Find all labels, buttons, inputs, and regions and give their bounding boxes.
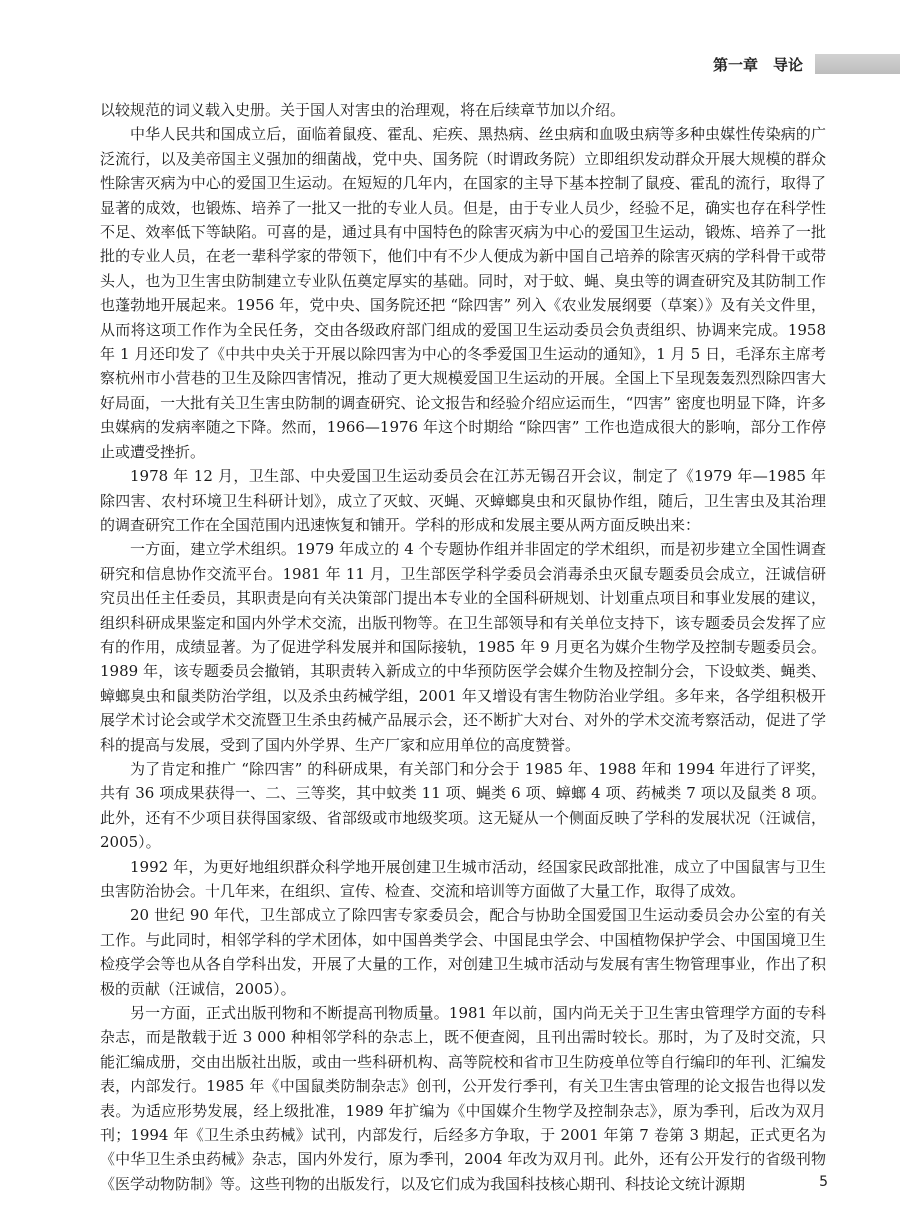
paragraph-academic-organizations: 一方面，建立学术组织。1979 年成立的 4 个专题协作组并非固定的学术组织，而是初步建立全国性调查研究和信息协作交流平台。1981 年 11 月，卫生部医学科学委员会消毒杀虫灭鼠专题委员会成立，汪诚信研究员出任主任委员，其职责是向有关决策部门提出本专业的全国科研规划、计划重点项目和事业发展的建议，组织科研成果鉴定和国内外学术交流，出版刊物等。在卫生部领导和有关单位支持下，该专题委员会发挥了应有的作用，成绩显著。为了促进学科发展并和国际接轨，1985 年 9 月更名为媒介生物学及控制专题委员会。1989 年，该专题委员会撤销，其职责转入新成立的中华预防医学会媒介生物及控制分会，下设蚊类、蝇类、蟑螂臭虫和鼠类防治学组，以及杀虫药械学组，2001 年又增设有害生物防治业学组。多年来，各学组积极开展学术讨论会或学术交流暨卫生杀虫药械产品展示会，还不断扩大对台、对外的学术交流考察活动，促进了学科的提高与发展，受到了国内外学界、生产厂家和应用单位的高度赞誉。 — [100, 540, 826, 754]
paragraph-publications: 另一方面，正式出版刊物和不断提高刊物质量。1981 年以前，国内尚无关于卫生害虫管理学方面的专科杂志，而是散载于近 3 000 种相邻学科的杂志上，既不便查阅，且刊出需时较长。那时，为了及时交流，只能汇编成册，交由出版社出版，或由一些科研机构、高等院校和省市卫生防疫单位等自行编印的年刊、汇编发表，内部发行。1985 年《中国鼠类防制杂志》创刊，公开发行季刊，有关卫生害虫管理的论文报告也得以发表。为适应形势发展，经上级批准，1989 年扩编为《中国媒介生物学及控制杂志》，原为季刊，后改为双月刊；1994 年《卫生杀虫药械》试刊，内部发行，后经多方争取，于 2001 年第 7 卷第 3 期起，正式更名为《中华卫生杀虫药械》杂志，国内外发行，原为季刊，2004 年改为双月刊。此外，还有公开发行的省级刊物《医学动物防制》等。这些刊物的出版发行，以及它们成为我国科技核心期刊、科技论文统计源期 — [100, 1004, 826, 1193]
paragraph-awards: 为了肯定和推广 “除四害” 的科研成果，有关部门和分会于 1985 年、1988 年和 1994 年进行了评奖，共有 36 项成果获得一、二、三等奖，其中蚊类 11 项、蝇类 6 项、蟑螂 4 项、药械类 7 项以及鼠类 8 项。此外，还有不少项目获得国家级、省部级或市地级奖项。这无疑从一个侧面反映了学科的发展状况（汪诚信，2005）。 — [100, 759, 826, 852]
body-text — [100, 98, 826, 1196]
paragraph-prc-founding: 中华人民共和国成立后，面临着鼠疫、霍乱、疟疾、黑热病、丝虫病和血吸虫病等多种虫媒性传染病的广泛流行，以及美帝国主义强加的细菌战，党中央、国务院（时谓政务院）立即组织发动群众开展大规模的群众性除害灭病为中心的爱国卫生运动。在短短的几年内，在国家的主导下基本控制了鼠疫、霍乱的流行，取得了显著的成效，也锻炼、培养了一批又一批的专业人员。但是，由于专业人员少，经验不足，确实也存在科学性不足、效率低下等缺陷。可喜的是，通过具有中国特色的除害灭病为中心的爱国卫生运动，锻炼、培养了一批批的专业人员，在老一辈科学家的带领下，他们中有不少人便成为新中国自己培养的除害灭病的学科骨干或带头人，也为卫生害虫防制建立专业队伍奠定厚实的基础。同时，对于蚊、蝇、臭虫等的调查研究及其防制工作也蓬勃地开展起来。1956 年，党中央、国务院还把 “除四害” 列入《农业发展纲要（草案）》及有关文件里，从而将这项工作作为全民任务，交由各级政府部门组成的爱国卫生运动委员会负责组织、协调来完成。1958 年 1 月还印发了《中共中央关于开展以除四害为中心的冬季爱国卫生运动的通知》，1 月 5 日，毛泽东主席考察杭州市小营巷的卫生及除四害情况，推动了更大规模爱国卫生运动的开展。全国上下呈现轰轰烈烈除四害大好局面，一大批有关卫生害虫防制的调查研究、论文报告和经验介绍应运而生，“四害” 密度也明显下降，许多虫媒病的发病率随之下降。然而，1966—1976 年这个时期给 “除四害” 工作也造成很大的影响，部分工作停止或遭受挫折。 — [100, 125, 826, 461]
header-bar — [815, 54, 900, 74]
paragraph-1978-meeting: 1978 年 12 月，卫生部、中央爱国卫生运动委员会在江苏无锡召开会议，制定了《1979 年—1985 年除四害、农村环境卫生科研计划》，成立了灭蚊、灭蝇、灭蟑螂臭虫和灭鼠协作组，随后，卫生害虫及其治理的调查研究工作在全国范围内迅速恢复和铺开。学科的形成和发展主要从两方面反映出来： — [100, 467, 826, 534]
running-header — [600, 50, 900, 78]
chapter-title: 第一章 导论 — [712, 55, 803, 74]
paragraph-1992-association: 1992 年，为更好地组织群众科学地开展创建卫生城市活动，经国家民政部批准，成立了中国鼠害与卫生虫害防治协会。十几年来，在组织、宣传、检查、交流和培训等方面做了大量工作，取得了成效。 — [100, 857, 826, 900]
paragraph-1990s-committee: 20 世纪 90 年代，卫生部成立了除四害专家委员会，配合与协助全国爱国卫生运动委员会办公室的有关工作。与此同时，相邻学科的学术团体，如中国兽类学会、中国昆虫学会、中国植物保护学会、中国国境卫生检疫学会等也从各自学科出发，开展了大量的工作，对创建卫生城市活动与发展有害生物管理事业，作出了积极的贡献（汪诚信，2005）。 — [100, 906, 826, 998]
paragraph-continued: 以较规范的词义载入史册。关于国人对害虫的治理观，将在后续章节加以介绍。 — [100, 101, 626, 119]
page-number: 5 — [819, 1174, 828, 1190]
